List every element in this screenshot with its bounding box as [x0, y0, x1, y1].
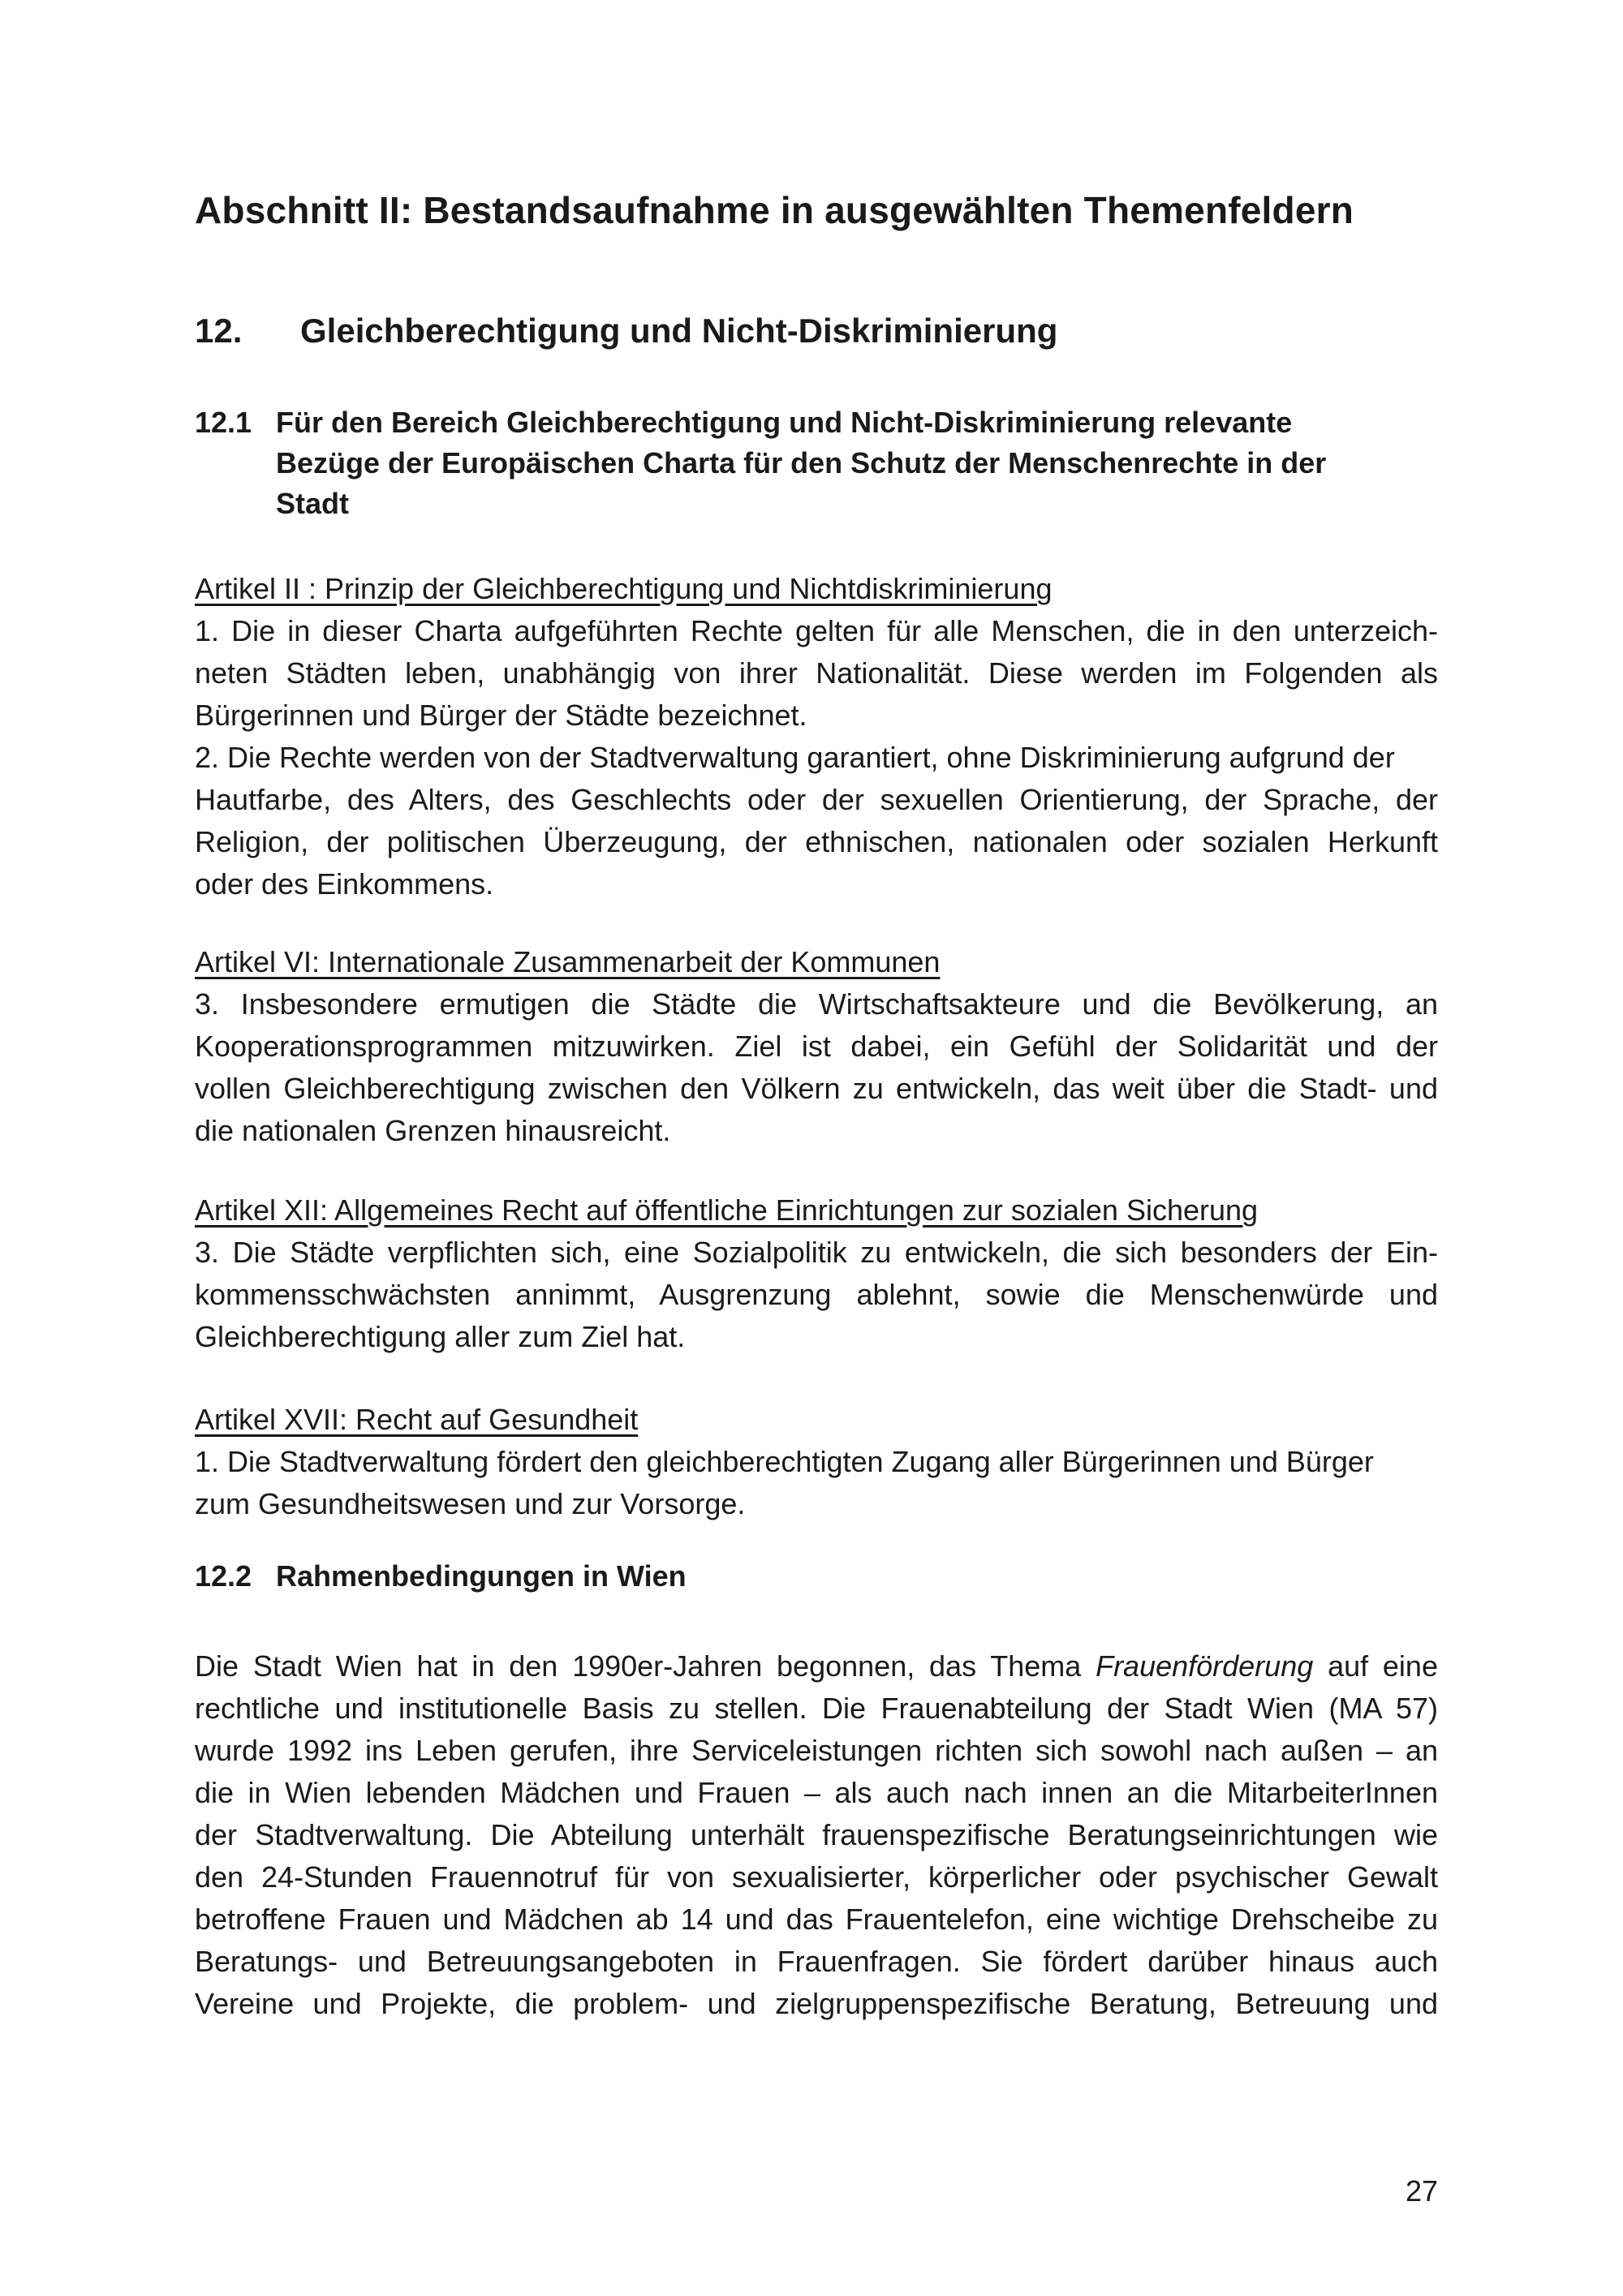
article-heading: Artikel XVII: Recht auf Gesundheit: [195, 1403, 639, 1436]
subsection-title-line: Stadt: [276, 487, 349, 520]
paragraph-line: [195, 1645, 1438, 1688]
article-block: [195, 568, 1438, 905]
article-block: [195, 941, 1438, 1152]
emphasis-text: Frauenförderung: [1096, 1649, 1314, 1683]
article-text-line: Religion, der politischen Überzeugung, der ethnischen, nationalen oder sozialen Herkunft: [195, 825, 1438, 858]
paragraph-text: Die Stadt Wien hat in den 1990er-Jahren begonnen, das Thema: [195, 1649, 1082, 1683]
subsection-heading-12-2: [195, 1559, 687, 1593]
chapter-heading: [195, 312, 1057, 350]
article-text-line: zum Gesundheitswesen und zur Vorsorge.: [195, 1487, 746, 1520]
article-text-line: 1. Die in dieser Charta aufgeführten Rechte gelten für alle Menschen, die in den unterzeich-: [195, 614, 1438, 647]
document-page: [195, 0, 1438, 2296]
article-text-line: kommensschwächsten annimmt, Ausgrenzung ablehnt, sowie die Menschenwürde und: [195, 1278, 1438, 1311]
paragraph-line: Beratungs- und Betreuungsangeboten in Frauenfragen. Sie fördert darüber hinaus auch: [195, 1945, 1438, 1978]
article-block: [195, 1399, 1438, 1525]
article-text-line: Kooperationsprogrammen mitzuwirken. Ziel ist dabei, ein Gefühl der Solidarität und der: [195, 1030, 1438, 1063]
article-text-line: neten Städten leben, unabhängig von ihrer Nationalität. Diese werden im Folgenden als: [195, 656, 1438, 690]
paragraph-line: den 24-Stunden Frauennotruf für von sexualisierter, körperlicher oder psychischer Gewalt: [195, 1860, 1438, 1894]
paragraph-text: auf eine: [1328, 1649, 1438, 1683]
subsection-title-line: Bezüge der Europäischen Charta für den Schutz der Menschenrechte in der: [276, 446, 1327, 479]
article-block: [195, 1189, 1438, 1358]
article-heading: Artikel II : Prinzip der Gleichberechtigung und Nichtdiskriminierung: [195, 572, 1053, 605]
paragraph-line: die in Wien lebenden Mädchen und Frauen – als auch nach innen an die MitarbeiterInnen: [195, 1776, 1438, 1809]
subsection-number: 12.2: [195, 1559, 252, 1593]
article-text-line: oder des Einkommens.: [195, 867, 494, 901]
article-text-line: 3. Die Städte verpflichten sich, eine Sozialpolitik zu entwickeln, die sich besonders der Ein-: [195, 1236, 1438, 1269]
article-text-line: 1. Die Stadtverwaltung fördert den gleichberechtigten Zugang aller Bürgerinnen und Bürger: [195, 1445, 1374, 1478]
article-text-line: vollen Gleichberechtigung zwischen den Völkern zu entwickeln, das weit über die Stadt- und: [195, 1072, 1438, 1105]
article-text-line: die nationalen Grenzen hinausreicht.: [195, 1114, 671, 1147]
article-heading: Artikel VI: Internationale Zusammenarbeit der Kommunen: [195, 945, 941, 978]
subsection-number: 12.1: [195, 406, 252, 439]
page-number: 27: [1405, 2174, 1438, 2208]
chapter-number: 12.: [195, 312, 243, 350]
paragraph-line: Vereine und Projekte, die problem- und zielgruppenspezifische Beratung, Betreuung und: [195, 1987, 1438, 2020]
section-title: Abschnitt II: Bestandsaufnahme in ausgewählten Themenfeldern: [195, 189, 1354, 231]
paragraph-line: der Stadtverwaltung. Die Abteilung unterhält frauenspezifische Beratungseinrichtungen wie: [195, 1818, 1438, 1851]
article-text-line: Bürgerinnen und Bürger der Städte bezeichnet.: [195, 699, 807, 732]
article-heading: Artikel XII: Allgemeines Recht auf öffentliche Einrichtungen zur sozialen Sicherung: [195, 1193, 1259, 1227]
paragraph-line: betroffene Frauen und Mädchen ab 14 und das Frauentelefon, eine wichtige Drehscheibe zu: [195, 1903, 1438, 1936]
paragraph-line: rechtliche und institutionelle Basis zu stellen. Die Frauenabteilung der Stadt Wien (MA 57): [195, 1692, 1438, 1725]
article-text-line: 3. Insbesondere ermutigen die Städte die Wirtschaftsakteure und die Bevölkerung, an: [195, 987, 1438, 1021]
article-text-line: 2. Die Rechte werden von der Stadtverwaltung garantiert, ohne Diskriminierung aufgrund der: [195, 741, 1395, 774]
article-text-line: Gleichberechtigung aller zum Ziel hat.: [195, 1320, 686, 1353]
article-text-line: Hautfarbe, des Alters, des Geschlechts oder der sexuellen Orientierung, der Sprache, der: [195, 783, 1438, 816]
paragraph-line: wurde 1992 ins Leben gerufen, ihre Serviceleistungen richten sich sowohl nach außen – an: [195, 1734, 1438, 1767]
subsection-title-line: Für den Bereich Gleichberechtigung und Nicht-Diskriminierung relevante: [276, 406, 1293, 439]
body-paragraph: [195, 1645, 1438, 2025]
subsection-title: Rahmenbedingungen in Wien: [276, 1559, 687, 1593]
subsection-heading-12-1: [195, 402, 1438, 524]
chapter-title: Gleichberechtigung und Nicht-Diskriminierung: [300, 312, 1058, 350]
